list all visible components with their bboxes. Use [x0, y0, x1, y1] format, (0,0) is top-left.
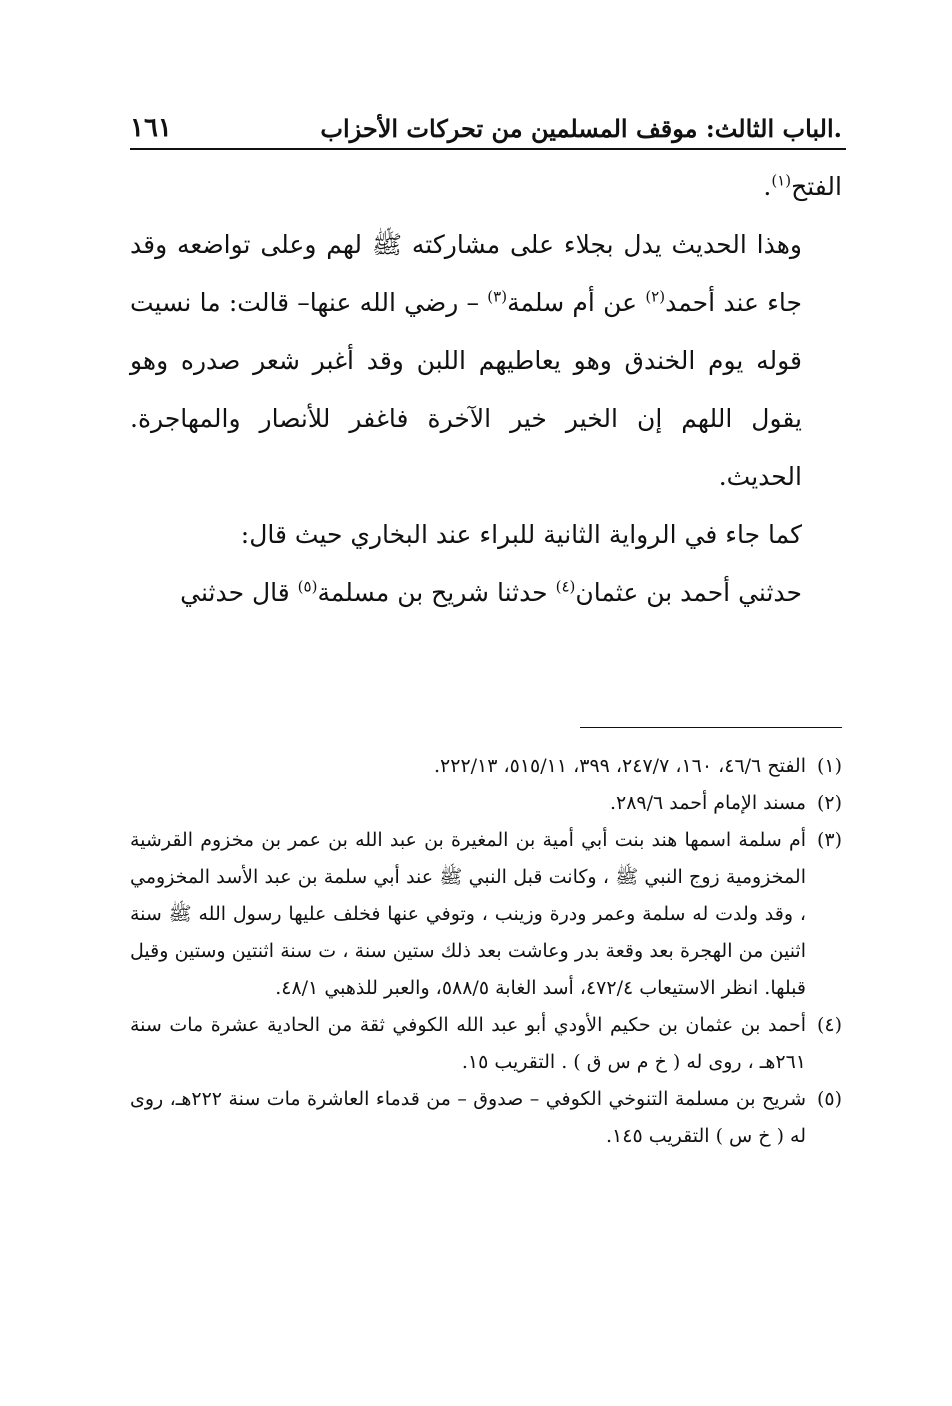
- footnote: [130, 785, 842, 822]
- footnotes: [130, 748, 842, 1155]
- footnote-separator: [580, 727, 842, 728]
- footnote-number: (٢): [816, 792, 842, 814]
- footnote-number: (١): [816, 755, 842, 777]
- paragraph: الفتح$^{(١)}$.: [763, 171, 842, 201]
- chapter-title: الباب الثالث: موقف المسلمين من تحركات الأحزاب.: [320, 113, 842, 143]
- running-header: [130, 108, 842, 148]
- footnote-text: الفتح ٤٦/٦، ١٦٠، ٢٤٧/٧، ٣٩٩، ٥١٥/١١، ٢٢٢/١٣.: [433, 755, 806, 777]
- header-rule: [130, 148, 846, 150]
- footnote-ref: (٣): [487, 287, 508, 306]
- footnote-text: أحمد بن عثمان بن حكيم الأودي أبو عبد الله الكوفي ثقة من الحادية عشرة مات سنة ٢٦١هـ ، روى له ( خ م س ق ) . التقريب ١٥.: [130, 1014, 806, 1073]
- footnote: [130, 1007, 842, 1081]
- body-text: [130, 158, 842, 622]
- footnote: [130, 1081, 842, 1155]
- footnote: [130, 822, 842, 1007]
- footnote-ref: (١): [771, 171, 792, 190]
- page-number: ١٦١: [130, 113, 172, 143]
- footnote-text: أم سلمة اسمها هند بنت أبي أمية بن المغيرة بن عبد الله بن عمر بن مخزوم القرشية المخزومية زوج النبي ﷺ ، وكانت قبل النبي ﷺ عند أبي سلمة بن عبد الأسد المخزومي ، وقد ولدت له سلمة وعمر ودرة وزينب ، وتوفي عنها فخلف عليها رسول الله ﷺ سنة اثنين من الهجرة بعد وقعة بدر وعاشت بعد ذلك ستين سنة ، ت سنة اثنتين وستين وقيل قبلها. انظر الاستيعاب ٤٧٢/٤، أسد الغابة ٥٨٨/٥، والعبر للذهبي ٤٨/١.: [130, 829, 806, 999]
- footnote-ref: (٥): [297, 577, 318, 596]
- footnote-number: (٤): [816, 1014, 842, 1036]
- footnote-text: شريح بن مسلمة التنوخي الكوفي – صدوق – من قدماء العاشرة مات سنة ٢٢٢هـ، روى له ( خ س ) التقريب ١٤٥.: [130, 1088, 806, 1147]
- paragraph: كما جاء في الرواية الثانية للبراء عند البخاري حيث قال:: [240, 520, 802, 549]
- footnote: [130, 748, 842, 785]
- footnote-ref: (٢): [645, 287, 666, 306]
- footnote-number: (٥): [816, 1088, 842, 1110]
- paragraph: حدثني أحمد بن عثمان$^{(٤)}$ حدثنا شريح بن مسلمة$^{(٥)}$ قال حدثني: [180, 577, 802, 607]
- footnote-text: مسند الإمام أحمد ٢٨٩/٦.: [609, 792, 806, 814]
- paragraph: وهذا الحديث يدل بجلاء على مشاركته ﷺ لهم وعلى تواضعه وقد جاء عند أحمد$^{(٢)}$ عن أم سلمة$^{(٣)}$ – رضي الله عنها– قالت: ما نسيت قوله يوم الخندق وهو يعاطيهم اللبن وقد أغبر شعر صدره وهو يقول اللهم إن الخير خير الآخرة فاغفر للأنصار والمهاجرة. الحديث.: [130, 230, 802, 491]
- footnote-ref: (٤): [555, 577, 576, 596]
- footnote-number: (٣): [816, 829, 842, 851]
